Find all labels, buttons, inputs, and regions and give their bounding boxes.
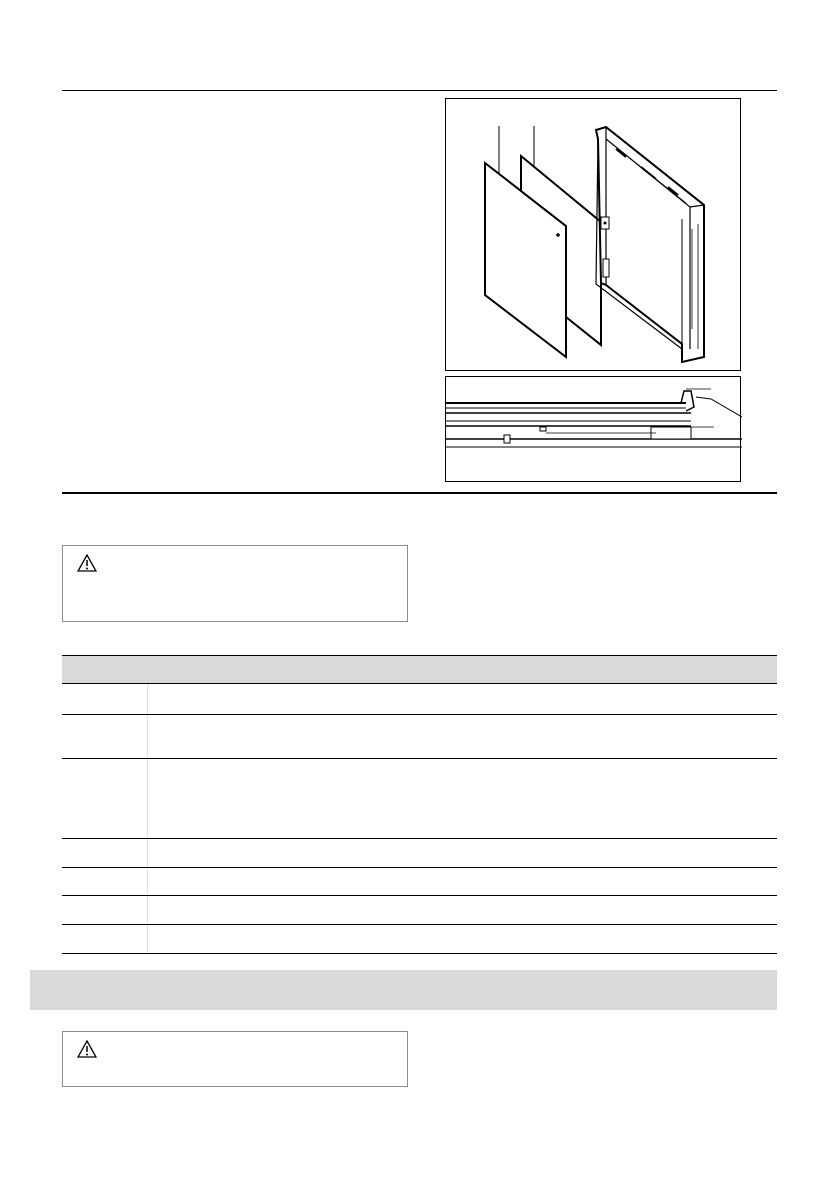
warning-triangle-icon (77, 554, 97, 572)
table-row (62, 838, 777, 867)
table-row-divider (62, 953, 777, 954)
table-row (62, 758, 777, 838)
page-number (806, 34, 830, 56)
warning-triangle-icon (77, 1040, 97, 1058)
section-rule (62, 492, 777, 494)
door-frame (596, 127, 704, 362)
table-header (62, 655, 777, 684)
section-heading-bar (30, 970, 777, 1010)
table-row (62, 924, 777, 953)
table-row (62, 714, 777, 758)
cross-section-illustration (446, 377, 742, 483)
table-row (62, 685, 777, 714)
figure-door-cross-section (445, 376, 741, 482)
warning-box-2 (62, 1031, 408, 1087)
door-glass-illustration (446, 99, 742, 372)
warning-box-1 (62, 545, 408, 622)
figure-door-glass-panels (445, 98, 741, 371)
top-rule (62, 90, 777, 91)
table-row (62, 895, 777, 924)
table-row (62, 867, 777, 895)
